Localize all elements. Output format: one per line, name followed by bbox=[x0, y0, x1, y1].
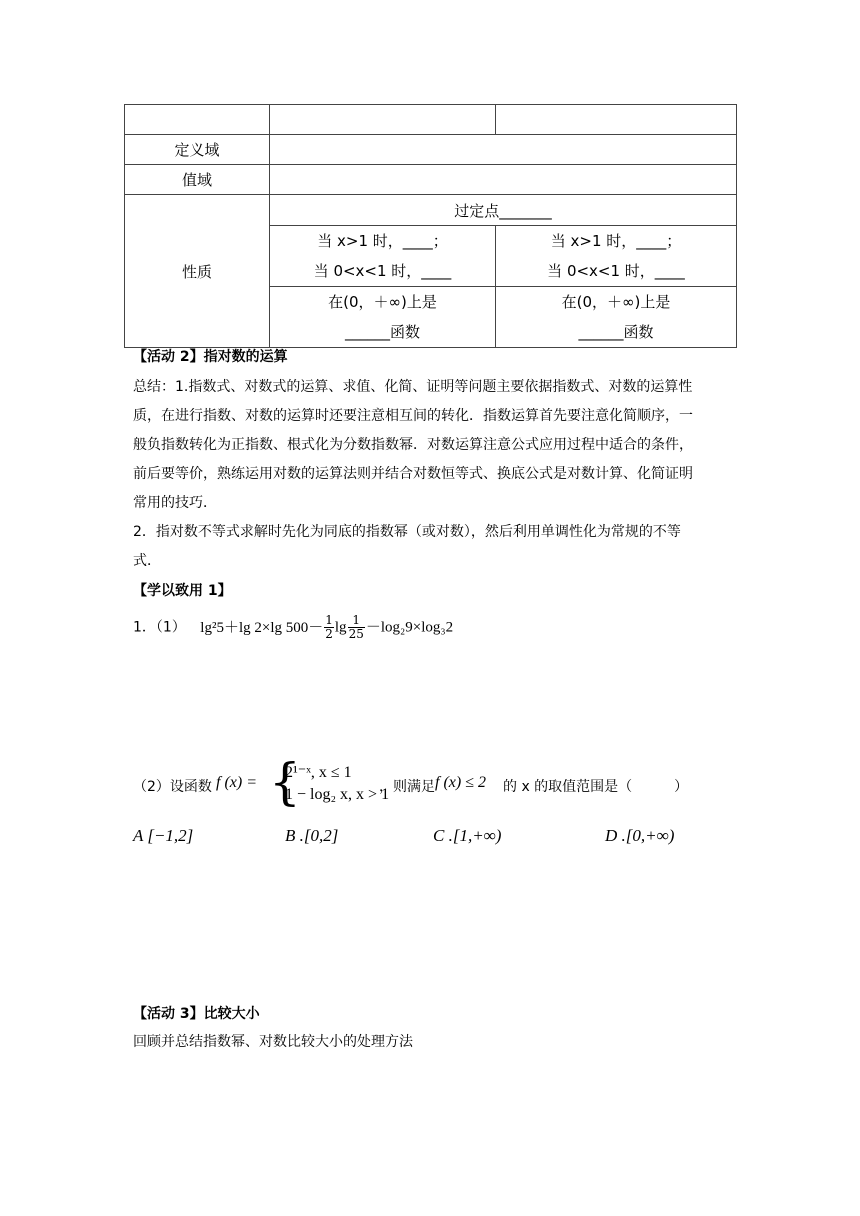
question-1 bbox=[133, 614, 453, 641]
table-cell bbox=[496, 105, 737, 135]
option-b: B .[0,2] bbox=[285, 826, 339, 845]
q2-func: f (x) = bbox=[216, 774, 257, 791]
domain-label: 定义域 bbox=[125, 135, 270, 165]
left-mono-2: ______函数 bbox=[344, 323, 420, 341]
table-row-range bbox=[125, 165, 737, 195]
activity3-text: 回顾并总结指数幂、对数比较大小的处理方法 bbox=[133, 1034, 413, 1050]
summary-line: 常用的技巧． bbox=[133, 495, 217, 511]
right-mono-2: ______函数 bbox=[578, 323, 654, 341]
q1-half-num: 1 bbox=[325, 613, 333, 627]
point2-line: 2．指对数不等式求解时先化为同底的指数幂（或对数），然后利用单调性化为常规的不等 bbox=[133, 524, 681, 540]
right-case-2: 当 0<x<1 时，____ bbox=[547, 262, 685, 280]
right-mono-cell bbox=[496, 287, 737, 348]
left-case-2: 当 0<x<1 时，____ bbox=[313, 262, 452, 280]
q1-half-fraction bbox=[324, 614, 334, 641]
q2-condition: f (x) ≤ 2 bbox=[435, 774, 486, 791]
fixed-point-cell: 过定点_______ bbox=[270, 195, 737, 226]
option-d: D .[0,+∞) bbox=[605, 826, 675, 845]
question-2 bbox=[133, 753, 733, 811]
option-a: A [−1,2] bbox=[133, 826, 194, 845]
q1-expr-part2: －log₂9×log₃2 bbox=[365, 619, 454, 636]
table-row-domain bbox=[125, 135, 737, 165]
q2-suffix: ，则满足 bbox=[379, 779, 435, 795]
table-header-row bbox=[125, 105, 737, 135]
q2-tail: 的 x 的取值范围是（ ） bbox=[503, 779, 689, 795]
right-cases-cell bbox=[496, 226, 737, 287]
activity3-heading: 【活动 3】比较大小 bbox=[133, 1006, 260, 1022]
table-cell bbox=[125, 105, 270, 135]
q2-prefix: （2）设函数 bbox=[133, 779, 212, 795]
q2-case-1: 2¹⁻ˣ, x ≤ 1 bbox=[285, 764, 352, 781]
q1-half-den: 2 bbox=[325, 627, 333, 641]
property-label: 性质 bbox=[125, 195, 270, 348]
summary-line: 前后要等价，熟练运用对数的运算法则并结合对数恒等式、换底公式是对数计算、化简证明 bbox=[133, 466, 693, 482]
q1-frac-den: 25 bbox=[348, 627, 364, 641]
q1-label: 1．（1） bbox=[133, 619, 186, 636]
range-label: 值域 bbox=[125, 165, 270, 195]
q2-case-2: 1 − log₂ x, x > 1 bbox=[285, 786, 390, 803]
function-property-table bbox=[124, 104, 737, 348]
point2-line: 式． bbox=[133, 553, 161, 569]
q1-lg: lg bbox=[334, 619, 347, 636]
right-case-1: 当 x>1 时，____； bbox=[550, 232, 682, 250]
summary-line: 般负指数转化为正指数、根式化为分数指数幂．对数运算注意公式应用过程中适合的条件， bbox=[133, 437, 693, 453]
activity2-heading: 【活动 2】指对数的运算 bbox=[133, 349, 288, 365]
left-cases-cell bbox=[270, 226, 496, 287]
domain-value-cell bbox=[270, 135, 737, 165]
q1-fraction bbox=[348, 614, 365, 641]
apply1-heading: 【学以致用 1】 bbox=[133, 583, 232, 599]
table-cell bbox=[270, 105, 496, 135]
left-mono-1: 在(0，＋∞)上是 bbox=[328, 293, 437, 311]
right-mono-1: 在(0，＋∞)上是 bbox=[561, 293, 671, 311]
summary-line: 质，在进行指数、对数的运算时还要注意相互间的转化．指数运算首先要注意化简顺序，一 bbox=[133, 408, 693, 424]
piecewise-brace: { bbox=[269, 753, 301, 811]
option-c: C .[1,+∞) bbox=[433, 826, 502, 845]
activity2-summary bbox=[133, 373, 733, 576]
left-mono-cell bbox=[270, 287, 496, 348]
table-row-fixed-point bbox=[125, 195, 737, 226]
range-value-cell bbox=[270, 165, 737, 195]
summary-line: 总结：1.指数式、对数式的运算、求值、化简、证明等问题主要依据指数式、对数的运算性 bbox=[133, 379, 693, 395]
left-case-1: 当 x>1 时，____； bbox=[317, 232, 448, 250]
q1-frac-num: 1 bbox=[348, 614, 365, 628]
q1-expr-part1: lg²5＋lg 2×lg 500－ bbox=[200, 619, 324, 636]
